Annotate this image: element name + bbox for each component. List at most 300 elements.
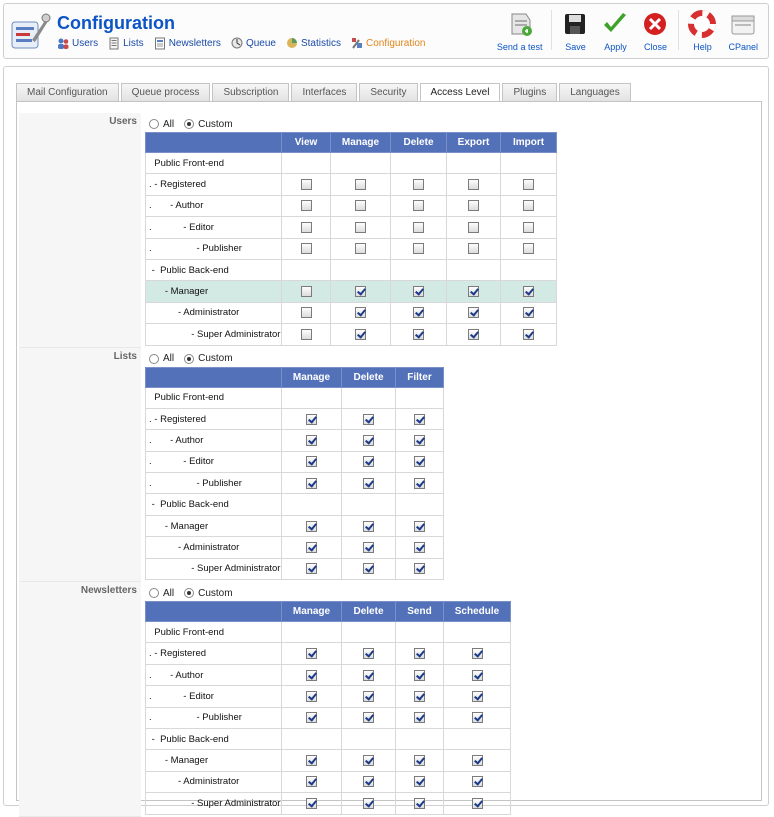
newsletters-icon [154,37,166,49]
table-row [146,793,511,814]
permission-cell [447,259,501,280]
permission-cell [282,537,342,558]
users-export-checkbox[interactable] [468,222,479,233]
lists-delete-checkbox[interactable] [363,542,374,553]
table-row [146,324,557,345]
section-label: Users [19,113,141,348]
queue-icon [231,37,243,49]
newsletters-send-checkbox[interactable] [414,776,425,787]
lists-delete-checkbox[interactable] [363,414,374,425]
nav-item-label: Users [72,37,99,49]
users-manage-checkbox[interactable] [355,329,366,340]
table-row [146,174,557,195]
lists-manage-checkbox[interactable] [306,435,317,446]
send-a-test-button[interactable] [491,10,549,56]
group-label: . - Editor [146,217,282,238]
tab-mail-configuration[interactable]: Mail Configuration [16,83,119,101]
permission-cell [342,558,396,579]
lists-delete-checkbox[interactable] [363,435,374,446]
lists-delete-checkbox[interactable] [363,456,374,467]
lists-filter-checkbox[interactable] [414,478,425,489]
permission-cell [282,408,342,429]
permission-cell [444,793,511,814]
users-view-checkbox[interactable] [301,243,312,254]
users-manage-checkbox[interactable] [355,179,366,190]
access-level-content [19,113,759,817]
permission-cell [342,686,396,707]
permission-cell [396,664,444,685]
permission-cell [282,494,342,515]
permission-cell [391,302,447,323]
permission-cell [331,217,391,238]
permission-cell [282,622,342,643]
lists-filter-checkbox[interactable] [414,521,425,532]
tab-queue-process[interactable]: Queue process [121,83,211,101]
table-header-blank [146,133,282,153]
table-row [146,558,444,579]
statistics-icon [286,37,298,49]
section-lists [19,348,759,583]
lists-delete-checkbox[interactable] [363,563,374,574]
permission-cell [342,451,396,472]
group-label: . - Author [146,430,282,451]
tab-security[interactable]: Security [359,83,417,101]
column-header-view: View [282,133,331,153]
users-manage-checkbox[interactable] [355,243,366,254]
newsletters-schedule-checkbox[interactable] [472,712,483,723]
permission-cell [501,195,557,216]
permission-cell [282,473,342,494]
apply-icon [601,10,629,38]
permission-cell [391,174,447,195]
newsletters-delete-checkbox[interactable] [363,798,374,809]
permission-cell [282,728,342,749]
group-label: . - Publisher [146,238,282,259]
permission-cell [447,195,501,216]
permission-cell [501,238,557,259]
permission-cell [444,686,511,707]
users-view-checkbox[interactable] [301,222,312,233]
toolbar-button-label: Help [693,42,712,52]
users-import-checkbox[interactable] [523,200,534,211]
permission-cell [501,259,557,280]
table-row [146,217,557,238]
permission-cell [444,622,511,643]
table-row [146,387,444,408]
newsletters-manage-checkbox[interactable] [306,691,317,702]
permission-cell [396,537,444,558]
newsletters-radio-custom-button[interactable] [184,588,194,598]
column-header-delete: Delete [391,133,447,153]
column-header-schedule: Schedule [444,602,511,622]
table-row [146,537,444,558]
column-header-delete: Delete [342,367,396,387]
save-button[interactable] [555,10,595,56]
lists-filter-checkbox[interactable] [414,542,425,553]
permission-cell [447,174,501,195]
tab-interfaces[interactable]: Interfaces [291,83,357,101]
users-delete-checkbox[interactable] [413,222,424,233]
users-view-checkbox[interactable] [301,307,312,318]
lists-permissions-table [145,367,444,581]
cpanel-button[interactable] [722,10,764,56]
permission-cell [396,558,444,579]
newsletters-delete-checkbox[interactable] [363,776,374,787]
permission-cell [396,728,444,749]
group-label: - Public Back-end [146,259,282,280]
toolbar-button-label: CPanel [728,42,758,52]
newsletters-manage-checkbox[interactable] [306,776,317,787]
permission-cell [282,451,342,472]
permission-cell [447,302,501,323]
permission-cell [501,281,557,302]
toolbar-separator [678,10,679,50]
users-manage-checkbox[interactable] [355,222,366,233]
permission-cell [282,324,331,345]
help-icon [688,10,716,38]
users-import-checkbox[interactable] [523,179,534,190]
permission-cell [396,473,444,494]
users-export-checkbox[interactable] [468,179,479,190]
permission-cell [396,707,444,728]
nav-item-lists[interactable] [108,37,144,49]
column-header-export: Export [447,133,501,153]
newsletters-manage-checkbox[interactable] [306,712,317,723]
users-radio-custom-label: Custom [198,118,233,130]
table-row [146,238,557,259]
lists-filter-checkbox[interactable] [414,563,425,574]
newsletters-send-checkbox[interactable] [414,670,425,681]
table-row [146,643,511,664]
table-row [146,195,557,216]
config-logo-icon [10,10,52,52]
newsletters-schedule-checkbox[interactable] [472,670,483,681]
permission-cell [282,259,331,280]
table-row [146,430,444,451]
users-icon [57,37,69,49]
group-label: Public Front-end [146,387,282,408]
permission-cell [396,494,444,515]
lists-delete-checkbox[interactable] [363,478,374,489]
group-label: Public Front-end [146,153,282,174]
permission-cell [282,302,331,323]
users-import-checkbox[interactable] [523,307,534,318]
group-label: . - Editor [146,686,282,707]
newsletters-schedule-checkbox[interactable] [472,776,483,787]
users-manage-checkbox[interactable] [355,200,366,211]
lists-manage-checkbox[interactable] [306,456,317,467]
users-view-checkbox[interactable] [301,286,312,297]
permission-cell [391,153,447,174]
send-test-icon [506,10,534,38]
newsletters-delete-checkbox[interactable] [363,755,374,766]
lists-manage-checkbox[interactable] [306,542,317,553]
permission-cell [342,473,396,494]
table-row [146,153,557,174]
users-delete-checkbox[interactable] [413,200,424,211]
users-delete-checkbox[interactable] [413,286,424,297]
users-view-checkbox[interactable] [301,329,312,340]
group-label: - Manager [146,750,282,771]
permission-cell [331,324,391,345]
newsletters-delete-checkbox[interactable] [363,691,374,702]
lists-manage-checkbox[interactable] [306,521,317,532]
users-export-checkbox[interactable] [468,329,479,340]
group-label: . - Publisher [146,707,282,728]
nav-item-label: Configuration [365,37,426,49]
group-label: - Administrator [146,302,282,323]
section-value [141,113,557,348]
permission-cell [396,771,444,792]
permission-cell [391,281,447,302]
section-value [141,582,511,817]
users-radio-all-label: All [163,118,175,130]
permission-cell [447,238,501,259]
permission-cell [282,195,331,216]
permission-cell [396,793,444,814]
section-label: Lists [19,348,141,583]
permission-cell [331,195,391,216]
lists-radio-custom[interactable] [184,353,232,364]
users-delete-checkbox[interactable] [413,179,424,190]
permission-cell [396,451,444,472]
table-row [146,728,511,749]
users-radio-all[interactable] [149,119,174,130]
lists-radio-custom-label: Custom [198,353,233,365]
lists-access-radios [149,351,444,367]
newsletters-schedule-checkbox[interactable] [472,798,483,809]
permission-cell [282,664,342,685]
nav-item-queue[interactable] [231,37,276,49]
lists-manage-checkbox[interactable] [306,563,317,574]
tab-plugins[interactable]: Plugins [502,83,557,101]
group-label: - Manager [146,515,282,536]
group-label: . - Author [146,664,282,685]
section-value [141,348,444,583]
column-header-delete: Delete [342,602,396,622]
permission-cell [391,238,447,259]
permission-cell [396,750,444,771]
users-manage-checkbox[interactable] [355,286,366,297]
table-row [146,750,511,771]
permission-cell [282,750,342,771]
permission-cell [342,515,396,536]
permission-cell [342,707,396,728]
table-header-blank [146,602,282,622]
nav-item-newsletters[interactable] [154,37,221,49]
permission-cell [331,174,391,195]
group-label: . - Registered [146,408,282,429]
permission-cell [396,387,444,408]
permission-cell [447,217,501,238]
permission-cell [396,515,444,536]
newsletters-radio-all[interactable] [149,588,174,599]
permission-cell [282,771,342,792]
table-row [146,302,557,323]
users-delete-checkbox[interactable] [413,329,424,340]
newsletters-schedule-checkbox[interactable] [472,691,483,702]
permission-cell [444,707,511,728]
table-row [146,281,557,302]
users-delete-checkbox[interactable] [413,243,424,254]
permission-cell [331,302,391,323]
permission-cell [342,728,396,749]
permission-cell [331,238,391,259]
users-import-checkbox[interactable] [523,243,534,254]
newsletters-permissions-table [145,601,511,815]
permission-cell [331,259,391,280]
permission-cell [447,324,501,345]
lists-manage-checkbox[interactable] [306,414,317,425]
tab-subscription[interactable]: Subscription [212,83,289,101]
toolbar-button-label: Apply [604,42,627,52]
permission-cell [282,153,331,174]
newsletters-send-checkbox[interactable] [414,712,425,723]
page-title: Configuration [57,13,175,33]
users-import-checkbox[interactable] [523,286,534,297]
lists-radio-all-label: All [163,353,175,365]
users-view-checkbox[interactable] [301,200,312,211]
users-radio-custom-button[interactable] [184,119,194,129]
close-icon [641,10,669,38]
newsletters-manage-checkbox[interactable] [306,648,317,659]
permission-cell [282,430,342,451]
lists-delete-checkbox[interactable] [363,521,374,532]
newsletters-schedule-checkbox[interactable] [472,648,483,659]
users-export-checkbox[interactable] [468,286,479,297]
permission-cell [331,281,391,302]
newsletters-delete-checkbox[interactable] [363,648,374,659]
nav-item-users[interactable] [57,37,98,49]
table-row [146,494,444,515]
table-header-row [146,602,511,622]
newsletters-radio-custom-label: Custom [198,587,233,599]
lists-filter-checkbox[interactable] [414,435,425,446]
users-view-checkbox[interactable] [301,179,312,190]
section-newsletters [19,582,759,817]
permission-cell [342,750,396,771]
permission-cell [282,217,331,238]
main-nav [57,37,425,49]
group-label: - Super Administrator [146,558,282,579]
tab-access-level[interactable]: Access Level [420,83,501,102]
lists-manage-checkbox[interactable] [306,478,317,489]
group-label: . - Registered [146,174,282,195]
users-radio-all-button[interactable] [149,119,159,129]
permission-cell [444,664,511,685]
permission-cell [342,643,396,664]
permission-cell [282,174,331,195]
toolbar-button-label: Close [643,42,667,52]
help-button[interactable] [682,10,722,56]
permission-cell [391,259,447,280]
section-label: Newsletters [19,582,141,817]
permission-cell [396,408,444,429]
lists-radio-custom-button[interactable] [184,354,194,364]
permission-cell [391,217,447,238]
toolbar-separator [551,10,552,50]
tab-languages[interactable]: Languages [559,83,631,101]
toolbar-button-label: Send a test [496,42,543,52]
newsletters-manage-checkbox[interactable] [306,798,317,809]
newsletters-send-checkbox[interactable] [414,691,425,702]
newsletters-send-checkbox[interactable] [414,755,425,766]
section-users [19,113,759,348]
close-button[interactable] [635,10,675,56]
permission-cell [396,430,444,451]
newsletters-access-radios [149,585,511,601]
newsletters-schedule-checkbox[interactable] [472,755,483,766]
nav-item-statistics[interactable] [286,37,341,49]
newsletters-radio-custom[interactable] [184,588,232,599]
configuration-icon [351,37,363,49]
nav-item-label: Statistics [300,37,341,49]
apply-button[interactable] [595,10,635,56]
users-export-checkbox[interactable] [468,307,479,318]
permission-cell [282,281,331,302]
table-row [146,473,444,494]
lists-filter-checkbox[interactable] [414,456,425,467]
permission-cell [282,793,342,814]
permission-cell [282,686,342,707]
nav-item-label: Newsletters [168,37,221,49]
lists-filter-checkbox[interactable] [414,414,425,425]
users-permissions-table [145,132,557,346]
lists-radio-all[interactable] [149,353,174,364]
lists-radio-all-button[interactable] [149,354,159,364]
users-delete-checkbox[interactable] [413,307,424,318]
header [3,3,769,59]
newsletters-send-checkbox[interactable] [414,648,425,659]
newsletters-radio-all-button[interactable] [149,588,159,598]
permission-cell [342,793,396,814]
table-row [146,622,511,643]
table-row [146,686,511,707]
users-radio-custom[interactable] [184,119,232,130]
save-icon [561,10,589,38]
group-label: - Public Back-end [146,728,282,749]
newsletters-manage-checkbox[interactable] [306,755,317,766]
permission-cell [342,537,396,558]
newsletters-delete-checkbox[interactable] [363,670,374,681]
permission-cell [444,750,511,771]
newsletters-radio-all-label: All [163,587,175,599]
nav-item-configuration[interactable] [351,37,425,49]
nav-item-label: Queue [245,37,276,49]
newsletters-send-checkbox[interactable] [414,798,425,809]
users-manage-checkbox[interactable] [355,307,366,318]
permission-cell [282,238,331,259]
column-header-send: Send [396,602,444,622]
permission-cell [342,664,396,685]
permission-cell [282,643,342,664]
permission-cell [501,324,557,345]
table-row [146,771,511,792]
users-import-checkbox[interactable] [523,222,534,233]
cpanel-icon [729,10,757,38]
newsletters-manage-checkbox[interactable] [306,670,317,681]
permission-cell [444,728,511,749]
users-export-checkbox[interactable] [468,200,479,211]
permission-cell [282,387,342,408]
column-header-manage: Manage [331,133,391,153]
newsletters-delete-checkbox[interactable] [363,712,374,723]
group-label: - Administrator [146,537,282,558]
users-export-checkbox[interactable] [468,243,479,254]
permission-cell [391,324,447,345]
users-import-checkbox[interactable] [523,329,534,340]
column-header-import: Import [501,133,557,153]
